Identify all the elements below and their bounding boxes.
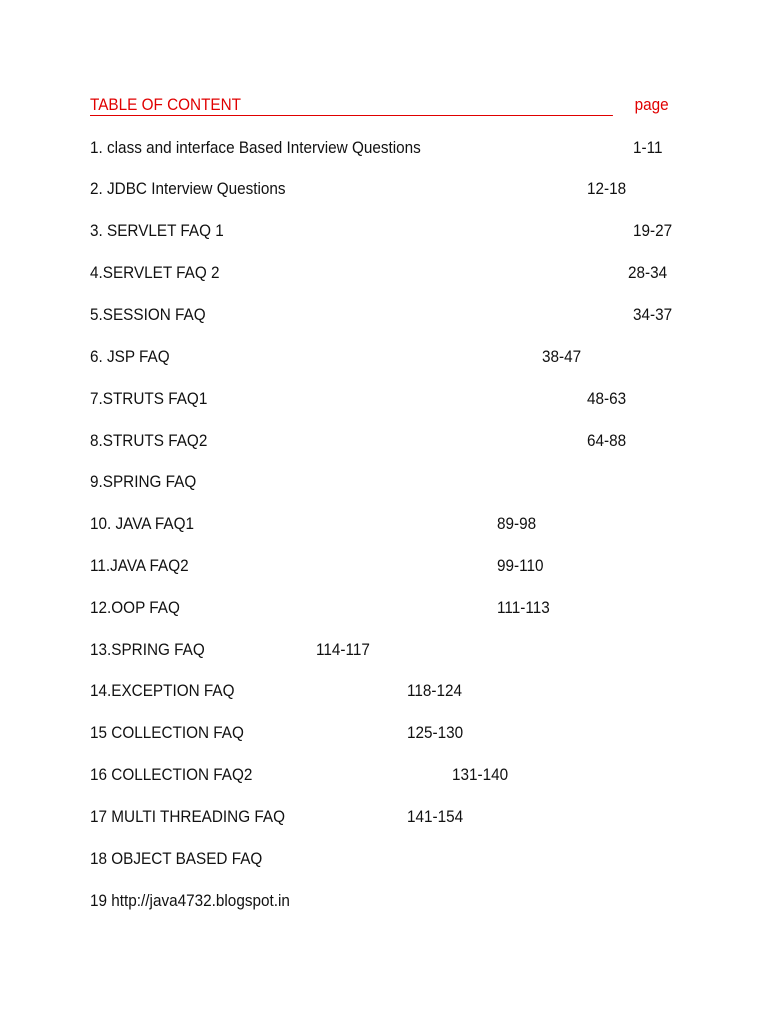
toc-entry-pages: 118-124 [407, 681, 463, 700]
toc-entry-pages: 19-27 [633, 221, 673, 240]
toc-entry-pages: 28-34 [628, 263, 668, 282]
toc-entry-pages: 38-47 [542, 347, 582, 366]
toc-entry-pages: 125-130 [407, 723, 464, 742]
toc-entry [90, 138, 710, 160]
toc-entry [90, 598, 710, 620]
toc-entry-pages: 99-110 [497, 556, 544, 575]
toc-entry-pages: 141-154 [407, 807, 464, 826]
toc-entry-label: 17 MULTI THREADING FAQ [90, 807, 285, 826]
toc-entry-label: 5.SESSION FAQ [90, 305, 206, 324]
toc-entry [90, 681, 710, 703]
toc-entry-label: 12.OOP FAQ [90, 598, 180, 617]
toc-entry-pages: 1-11 [633, 138, 663, 157]
toc-entry [90, 221, 710, 243]
toc-entry-label: 18 OBJECT BASED FAQ [90, 849, 263, 868]
toc-entry [90, 347, 710, 369]
toc-entry-label: 2. JDBC Interview Questions [90, 179, 286, 198]
toc-entry-pages: 48-63 [587, 389, 627, 408]
toc-entry [90, 640, 710, 662]
toc-entry-pages: 89-98 [497, 514, 537, 533]
toc-entry [90, 179, 710, 201]
toc-entry-label: 1. class and interface Based Interview Questions [90, 138, 421, 157]
toc-entry [90, 305, 710, 327]
toc-entry-label: 6. JSP FAQ [90, 347, 170, 366]
toc-entry [90, 765, 710, 787]
toc-entry-link[interactable] [90, 891, 710, 913]
toc-entry [90, 389, 710, 411]
toc-entry-pages: 12-18 [587, 179, 627, 198]
toc-entry-label: 11.JAVA FAQ2 [90, 556, 189, 575]
toc-entry-label: 8.STRUTS FAQ2 [90, 431, 208, 450]
toc-entry [90, 723, 710, 745]
toc-entry-label: 4.SERVLET FAQ 2 [90, 263, 220, 282]
toc-page-label: page [634, 95, 669, 114]
toc-entry [90, 431, 710, 453]
toc-entry-pages: 114-117 [316, 640, 370, 659]
toc-entry-pages: 64-88 [587, 431, 627, 450]
toc-entry-label: 9.SPRING FAQ [90, 472, 197, 491]
toc-entry-pages: 131-140 [452, 765, 509, 784]
toc-entry-label: 16 COLLECTION FAQ2 [90, 765, 253, 784]
toc-entry [90, 472, 710, 494]
toc-entry [90, 514, 710, 536]
toc-entry [90, 849, 710, 871]
toc-entry-label: 7.STRUTS FAQ1 [90, 389, 208, 408]
toc-entry-pages: 111-113 [497, 598, 550, 617]
toc-entry-pages: 34-37 [633, 305, 673, 324]
toc-header [90, 93, 669, 116]
toc-title: TABLE OF CONTENT [90, 95, 242, 114]
toc-entry-label: 15 COLLECTION FAQ [90, 723, 244, 742]
toc-entry [90, 556, 710, 578]
toc-entry [90, 807, 710, 829]
toc-entry-label: 10. JAVA FAQ1 [90, 514, 195, 533]
toc-entry-label: 13.SPRING FAQ [90, 640, 205, 659]
toc-entry [90, 263, 710, 285]
toc-entry-label: 14.EXCEPTION FAQ [90, 681, 235, 700]
toc-entry-label: 3. SERVLET FAQ 1 [90, 221, 224, 240]
toc-entry-label[interactable]: 19 http://java4732.blogspot.in [90, 891, 290, 910]
